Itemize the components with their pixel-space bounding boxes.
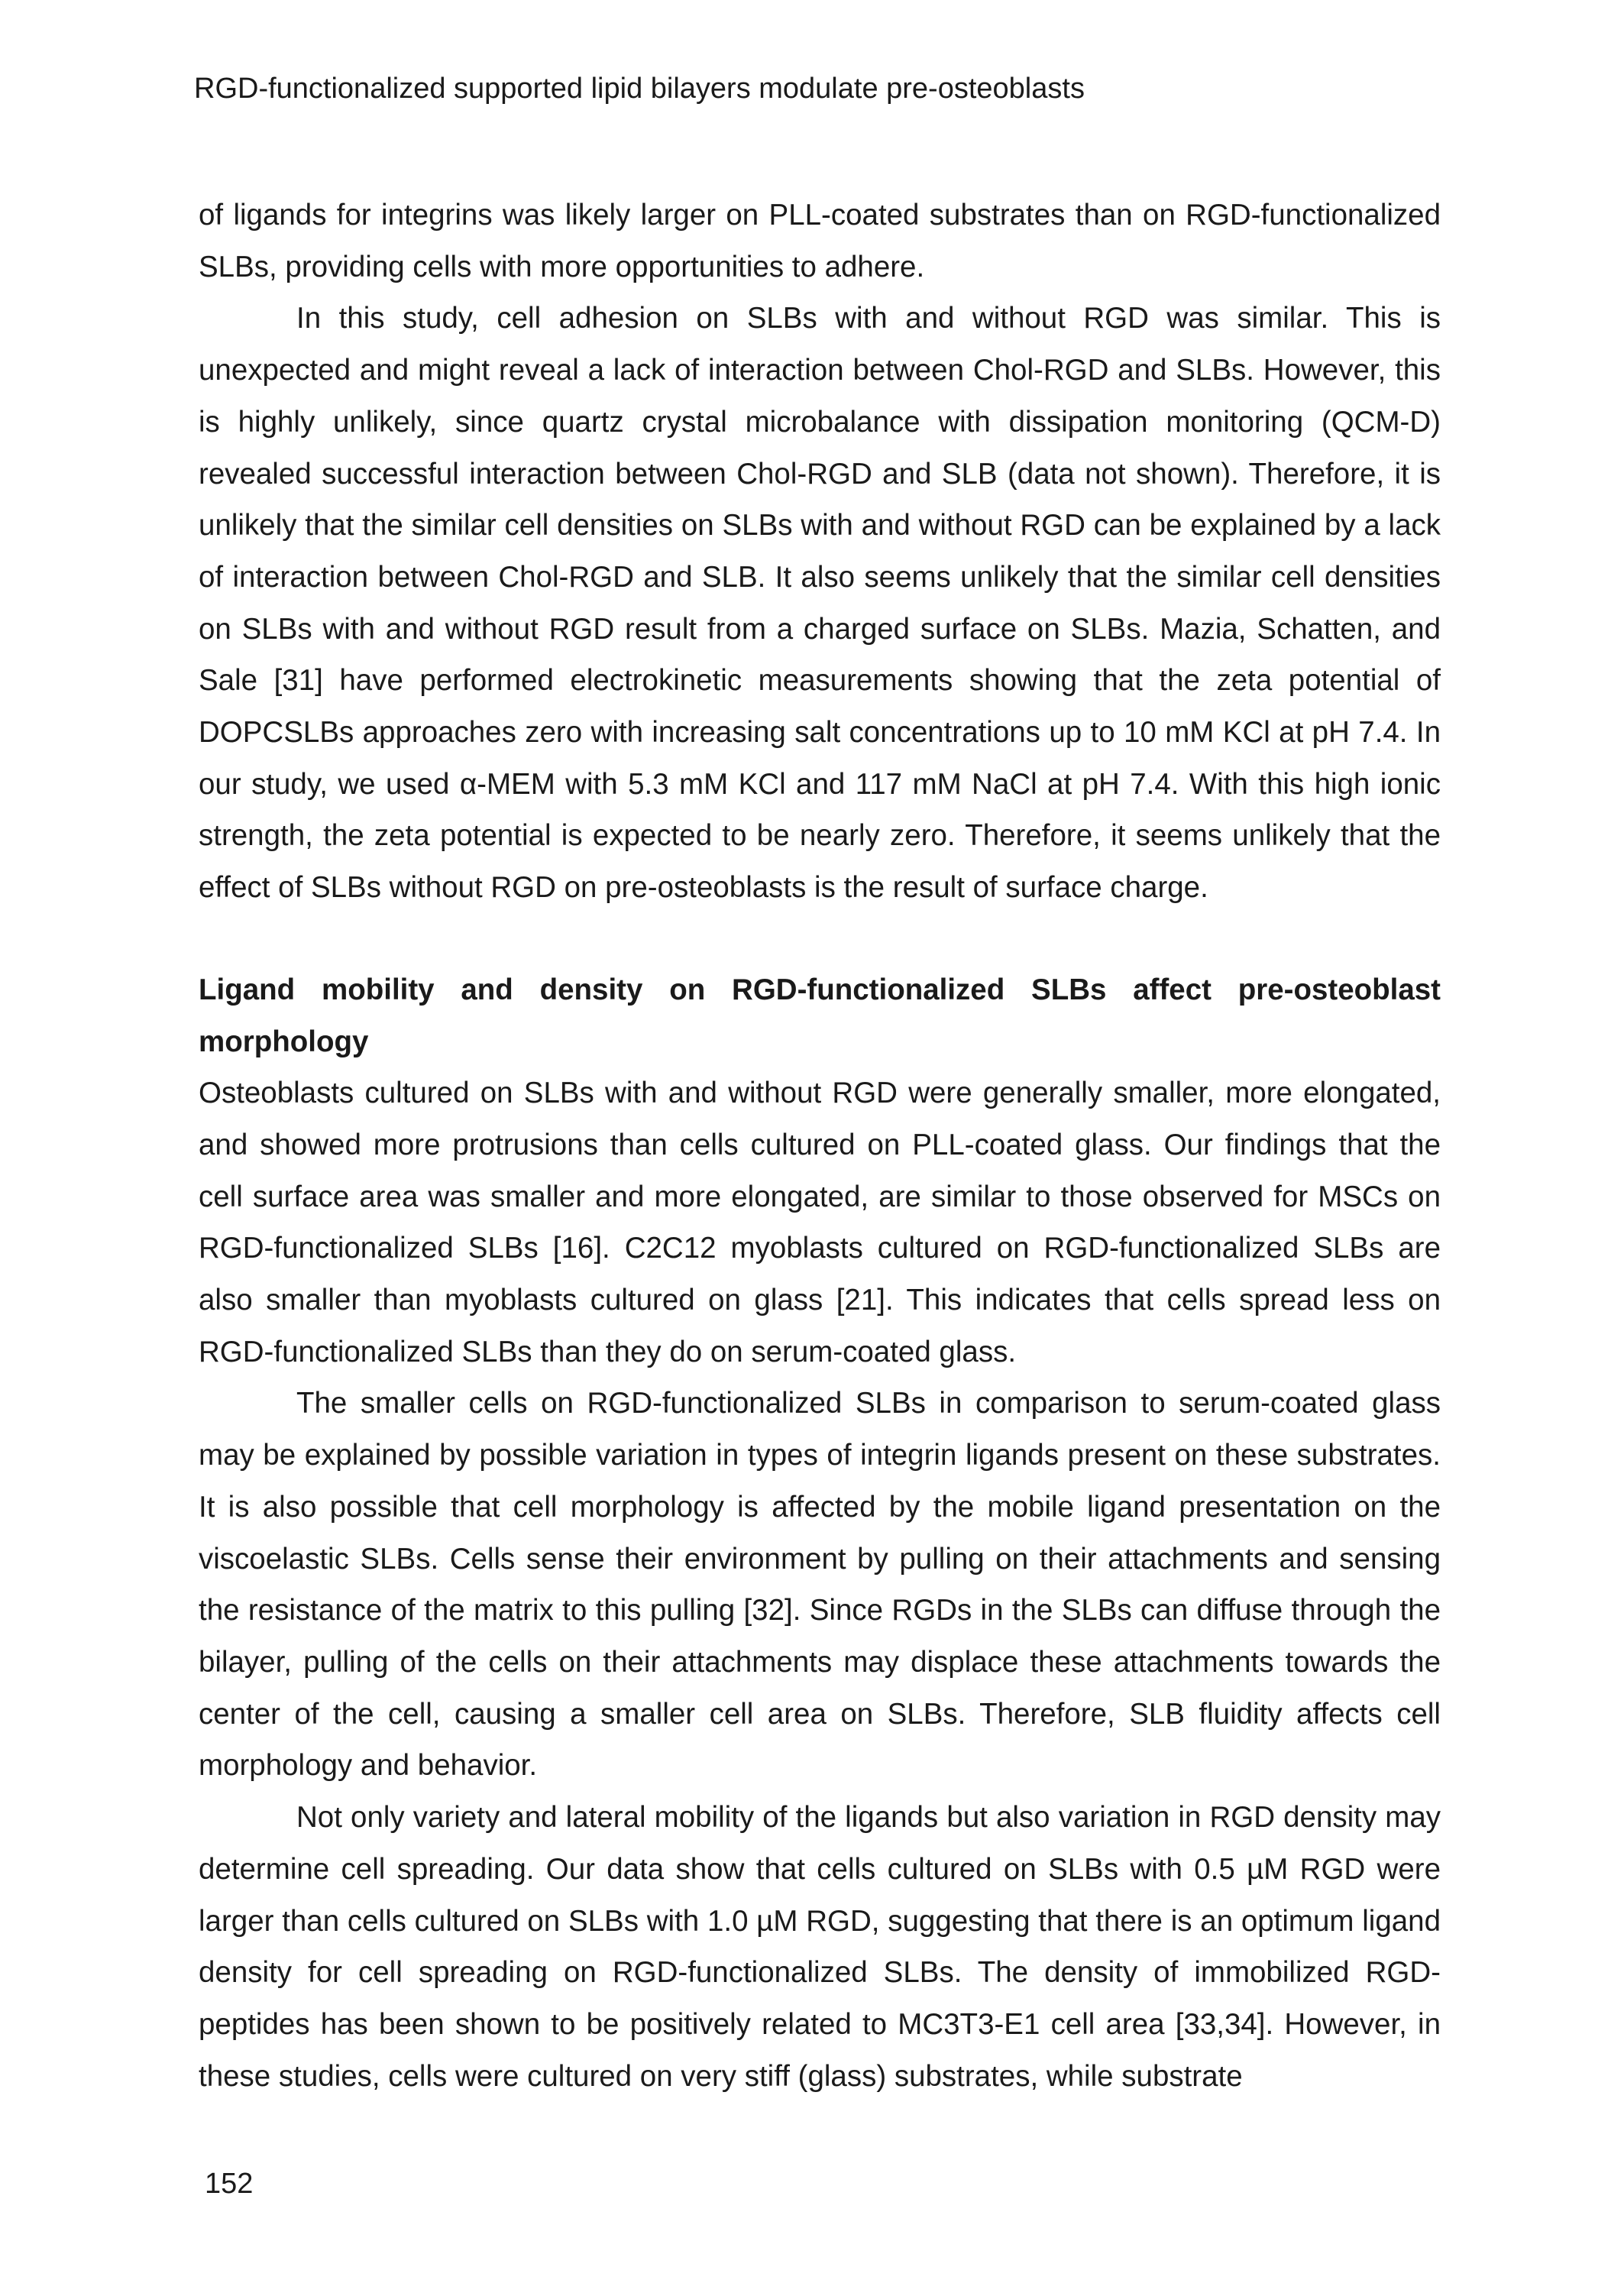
- main-text: [199, 189, 1441, 2102]
- paragraph: Not only variety and lateral mobility of the ligands but also variation in RGD density may determine cell spreading. Our data show that cells cultured on SLBs with 0.5 µM RGD were larger than cells cultured on SLBs with 1.0 µM RGD, suggesting that there is an optimum ligand density for cell spreading on RGD-functionalized SLBs. The density of immobilized RGD-peptides has been shown to be positively related to MC3T3-E1 cell area [33,34]. However, in these studies, cells were cultured on very stiff (glass) substrates, while substrate: [199, 1801, 1441, 2093]
- paragraph-continued: of ligands for integrins was likely larger on PLL-coated substrates than on RGD-functionalized SLBs, providing cells with more opportunities to adhere.: [199, 199, 1441, 283]
- section-heading: Ligand mobility and density on RGD-functionalized SLBs affect pre-osteoblast morphology: [199, 973, 1441, 1058]
- paragraph: The smaller cells on RGD-functionalized SLBs in comparison to serum-coated glass may be explained by possible variation in types of integrin ligands present on these substrates. It is also possible that cell morphology is affected by the mobile ligand presentation on the viscoelastic SLBs. Cells sense their environment by pulling on their attachments and sensing the resistance of the matrix to this pulling [32]. Since RGDs in the SLBs can diffuse through the bilayer, pulling of the cells on their attachments may displace these attachments towards the center of the cell, causing a smaller cell area on SLBs. Therefore, SLB fluidity affects cell morphology and behavior.: [199, 1387, 1441, 1783]
- page-number: 152: [205, 2168, 254, 2200]
- paragraph: In this study, cell adhesion on SLBs with and without RGD was similar. This is unexpected and might reveal a lack of interaction between Chol-RGD and SLBs. However, this is highly unlikely, since quartz crystal microbalance with dissipation monitoring (QCM-D) revealed successful interaction between Chol-RGD and SLB (data not shown). Therefore, it is unlikely that the similar cell densities on SLBs with and without RGD can be explained by a lack of interaction between Chol-RGD and SLB. It also seems unlikely that the similar cell densities on SLBs with and without RGD result from a charged surface on SLBs. Mazia, Schatten, and Sale [31] have performed electrokinetic measurements showing that the zeta potential of DOPCSLBs approaches zero with increasing salt concentrations up to 10 mM KCl at pH 7.4. In our study, we used α-MEM with 5.3 mM KCl and 117 mM NaCl at pH 7.4. With this high ionic strength, the zeta potential is expected to be nearly zero. Therefore, it seems unlikely that the effect of SLBs without RGD on pre-osteoblasts is the result of surface charge.: [199, 302, 1441, 905]
- paragraph: Osteoblasts cultured on SLBs with and without RGD were generally smaller, more elongated, and showed more protrusions than cells cultured on PLL-coated glass. Our findings that the cell surface area was smaller and more elongated, are similar to those observed for MSCs on RGD-functionalized SLBs [16]. C2C12 myoblasts cultured on RGD-functionalized SLBs are also smaller than myoblasts cultured on glass [21]. This indicates that cells spread less on RGD-functionalized SLBs than they do on serum-coated glass.: [199, 1077, 1441, 1368]
- running-header: RGD-functionalized supported lipid bilayers modulate pre-osteoblasts: [194, 73, 1085, 105]
